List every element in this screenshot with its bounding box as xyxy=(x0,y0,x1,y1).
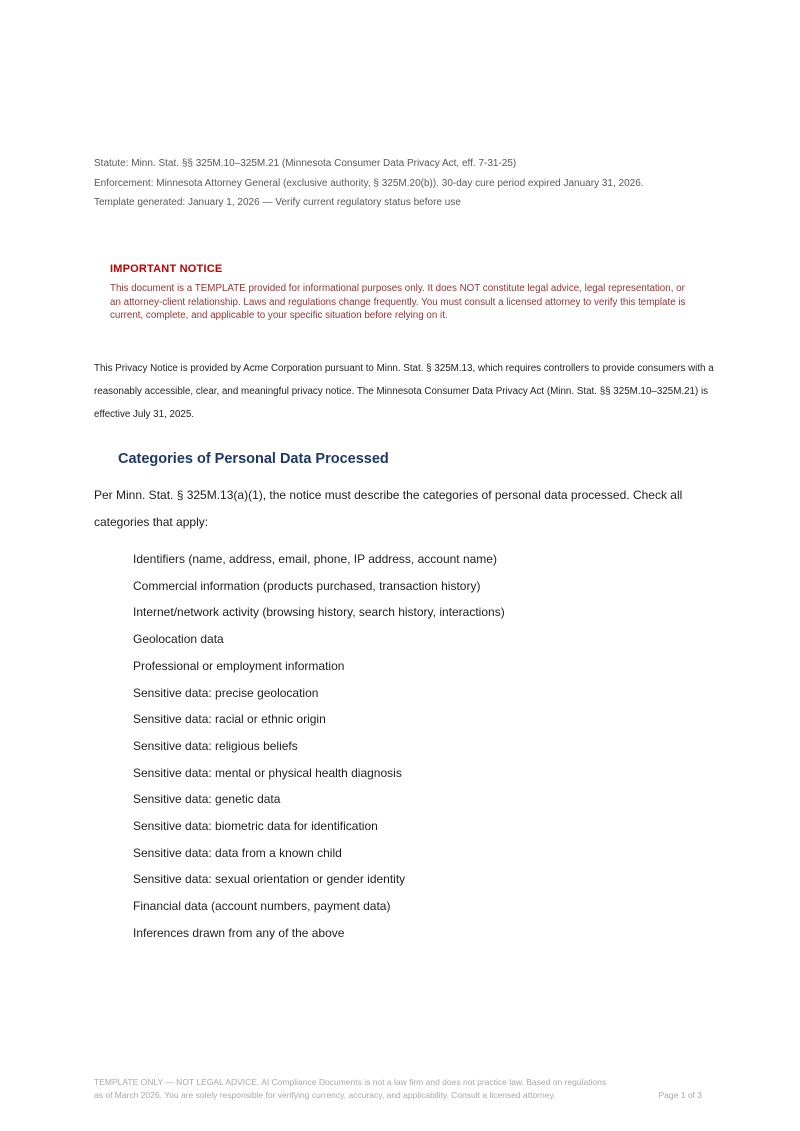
category-item: Sensitive data: genetic data xyxy=(133,792,281,807)
page-footer xyxy=(94,1076,706,1102)
page-number: Page 1 of 3 xyxy=(658,1090,702,1100)
footer-disclaimer-line: as of March 2026. You are solely responsible for verifying currency, accuracy, and applicability. Consult a licensed attorney. xyxy=(94,1090,556,1100)
category-item: Sensitive data: racial or ethnic origin xyxy=(133,712,326,727)
category-item: Internet/network activity (browsing history, search history, interactions) xyxy=(133,605,505,620)
category-item: Sensitive data: precise geolocation xyxy=(133,685,319,700)
category-item: Inferences drawn from any of the above xyxy=(133,925,345,940)
meta-line-generated: Template generated: January 1, 2026 — Verify current regulatory status before use xyxy=(94,197,461,208)
category-item: Commercial information (products purchased, transaction history) xyxy=(133,578,481,593)
intro-paragraph: This Privacy Notice is provided by Acme Corporation pursuant to Minn. Stat. § 325M.13, which requires controllers to provide consumers with a reasonably accessible, clear, and meaningful privacy notice. The Minnesota Consumer Data Privacy Act (Minn. Stat. §§ 325M.10–325M.21) is effective July 31, 2025. xyxy=(94,363,714,420)
category-item: Sensitive data: religious beliefs xyxy=(133,738,298,753)
category-item: Financial data (account numbers, payment data) xyxy=(133,899,391,914)
footer-disclaimer-line: TEMPLATE ONLY — NOT LEGAL ADVICE. AI Compliance Documents is not a law firm and does not practice law. Based on regulations xyxy=(94,1077,607,1087)
notice-title: IMPORTANT NOTICE xyxy=(110,263,223,275)
meta-line-statute: Statute: Minn. Stat. §§ 325M.10–325M.21 (Minnesota Consumer Data Privacy Act, eff. 7-31-25) xyxy=(94,158,517,169)
section-heading: Categories of Personal Data Processed xyxy=(118,451,389,467)
category-item: Sensitive data: sexual orientation or gender identity xyxy=(133,872,406,887)
category-item: Professional or employment information xyxy=(133,658,345,673)
section-instruction: Per Minn. Stat. § 325M.13(a)(1), the notice must describe the categories of personal data processed. Check all categories that apply: xyxy=(94,488,683,529)
category-item: Sensitive data: mental or physical health diagnosis xyxy=(133,765,402,780)
category-item: Identifiers (name, address, email, phone, IP address, account name) xyxy=(133,552,497,566)
category-list xyxy=(133,546,505,947)
category-item: Sensitive data: data from a known child xyxy=(133,845,342,860)
doc-meta xyxy=(94,154,644,213)
important-notice-block xyxy=(110,263,700,323)
notice-body: This document is a TEMPLATE provided for informational purposes only. It does NOT constitute legal advice, legal representation, or an attorney-client relationship. Laws and regulations change frequently. You must consult a licensed attorney to verify this template is current, complete, and applicable to your specific situation before relying on it. xyxy=(110,283,686,321)
category-item: Geolocation data xyxy=(133,632,224,647)
footer-disclaimer xyxy=(94,1076,706,1102)
category-item: Sensitive data: biometric data for identification xyxy=(133,819,378,834)
meta-line-enforcement: Enforcement: Minnesota Attorney General (exclusive authority, § 325M.20(b)). 30-day cure period expired January 31, 2026. xyxy=(94,177,644,189)
